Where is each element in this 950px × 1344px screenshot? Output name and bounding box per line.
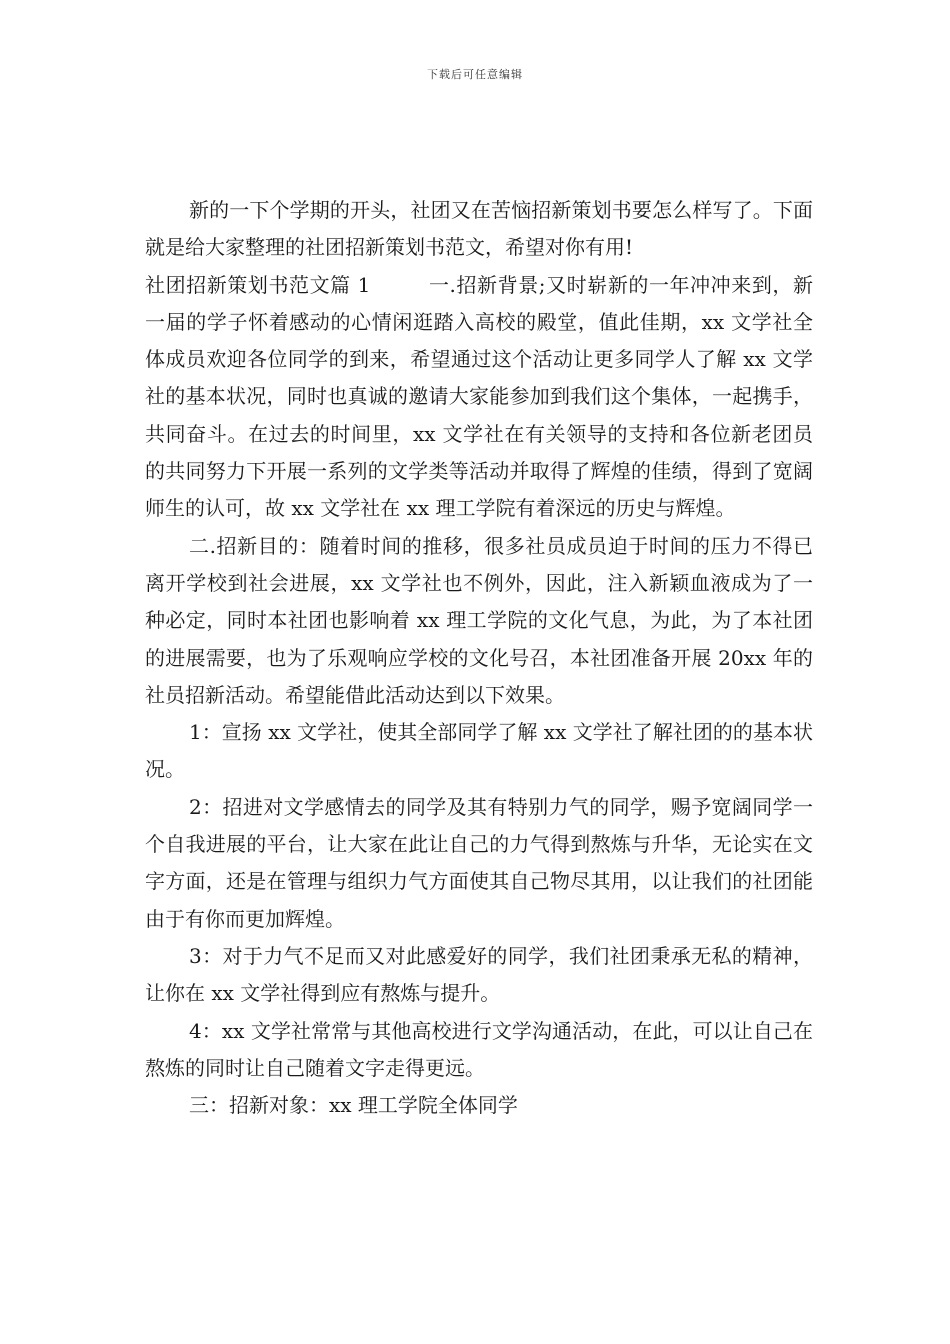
intro-paragraph: 新的一下个学期的开头，社团又在苦恼招新策划书要怎么样写了。下面就是给大家整理的社团招新策划书范文，希望对你有用! (145, 198, 813, 260)
background-text: 一.招新背景;又时崭新的一年冲冲来到，新一届的学子怀着感动的心情闲逛踏入高校的殿堂，值此佳期，xx 文学社全体成员欢迎各位同学的到来，希望通过这个活动让更多同学人了解 xx 文学社的基本状况，同时也真诚的邀请大家能参加到我们这个集体，一起携手，共同奋斗。在过去的时间里，xx 文学社在有关领导的支持和各位新老团员的共同努力下开展一系列的文学类等活动并取得了辉煌的佳绩，得到了宽阔师生的认可，故 xx 文学社在 xx 理工学院有着深远的历史与辉煌。 (145, 272, 813, 521)
document-body (145, 192, 813, 1124)
purpose-paragraph: 二.招新目的：随着时间的推移，很多社员成员迫于时间的压力不得已离开学校到社会进展，xx 文学社也不例外，因此，注入新颖血液成为了一种必定，同时本社团也影响着 xx 理工学院的文化气息，为此，为了本社团的进展需要，也为了乐观响应学校的文化号召，本社团准备开展 20xx 年的社员招新活动。希望能借此活动达到以下效果。 (145, 533, 813, 707)
target-paragraph: 三：招新对象：xx 理工学院全体同学 (189, 1093, 518, 1118)
page-header-note: 下载后可任意编辑 (427, 68, 523, 81)
list-item-1: 1：宣扬 xx 文学社，使其全部同学了解 xx 文学社了解社团的的基本状况。 (145, 720, 813, 782)
section-title: 社团招新策划书范文篇 1 (145, 272, 371, 297)
background-paragraph (145, 267, 813, 528)
list-item-3: 3：对于力气不足而又对此感爱好的同学，我们社团秉承无私的精神，让你在 xx 文学社得到应有熬炼与提升。 (145, 943, 813, 1006)
list-item-4: 4：xx 文学社常常与其他高校进行文学沟通活动，在此，可以让自己在熬炼的同时让自己随着文字走得更远。 (145, 1018, 813, 1080)
list-item-2: 2：招进对文学感情去的同学及其有特别力气的同学，赐予宽阔同学一个自我进展的平台，让大家在此让自己的力气得到熬炼与升华，无论实在文字方面，还是在管理与组织力气方面使其自己物尽其用，以让我们的社团能由于有你而更加辉煌。 (145, 794, 813, 931)
